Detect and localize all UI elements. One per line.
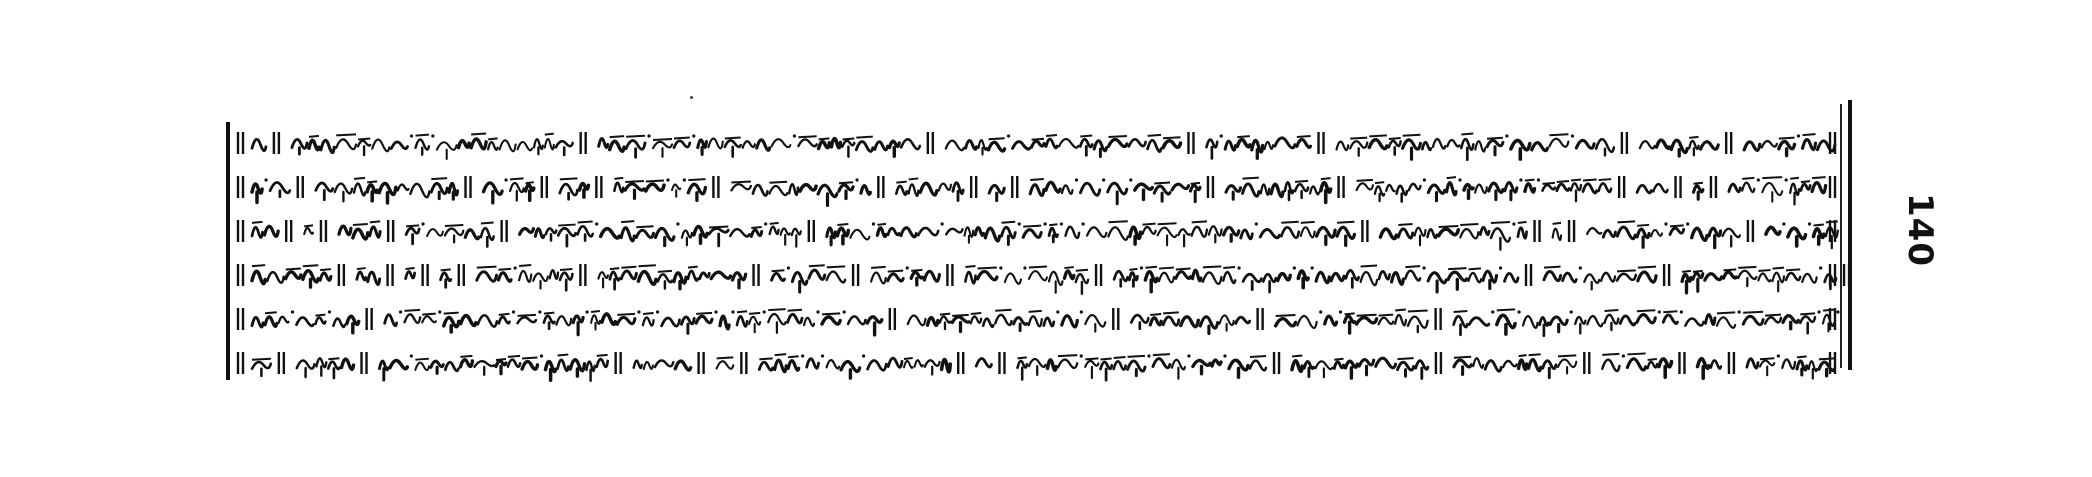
script-line-6 <box>236 344 1836 380</box>
folio-number <box>1890 180 1950 280</box>
text-block <box>236 124 1836 374</box>
folio-number-text: 140 <box>1900 193 1941 267</box>
script-strokes-6 <box>236 344 1836 380</box>
right-margin-rule-inner <box>1840 104 1842 368</box>
script-line-2 <box>236 168 1836 204</box>
right-margin-rule-outer <box>1848 100 1852 370</box>
script-strokes-4 <box>236 256 1836 292</box>
script-line-5 <box>236 300 1836 336</box>
script-line-1 <box>236 124 1836 160</box>
script-strokes-3 <box>236 212 1836 248</box>
script-strokes-1 <box>236 124 1836 160</box>
left-margin-rule <box>226 122 230 380</box>
script-strokes-5 <box>236 300 1836 336</box>
script-strokes-2 <box>236 168 1836 204</box>
script-line-3 <box>236 212 1836 248</box>
stray-ink-dot <box>690 96 693 99</box>
script-line-4 <box>236 256 1836 292</box>
